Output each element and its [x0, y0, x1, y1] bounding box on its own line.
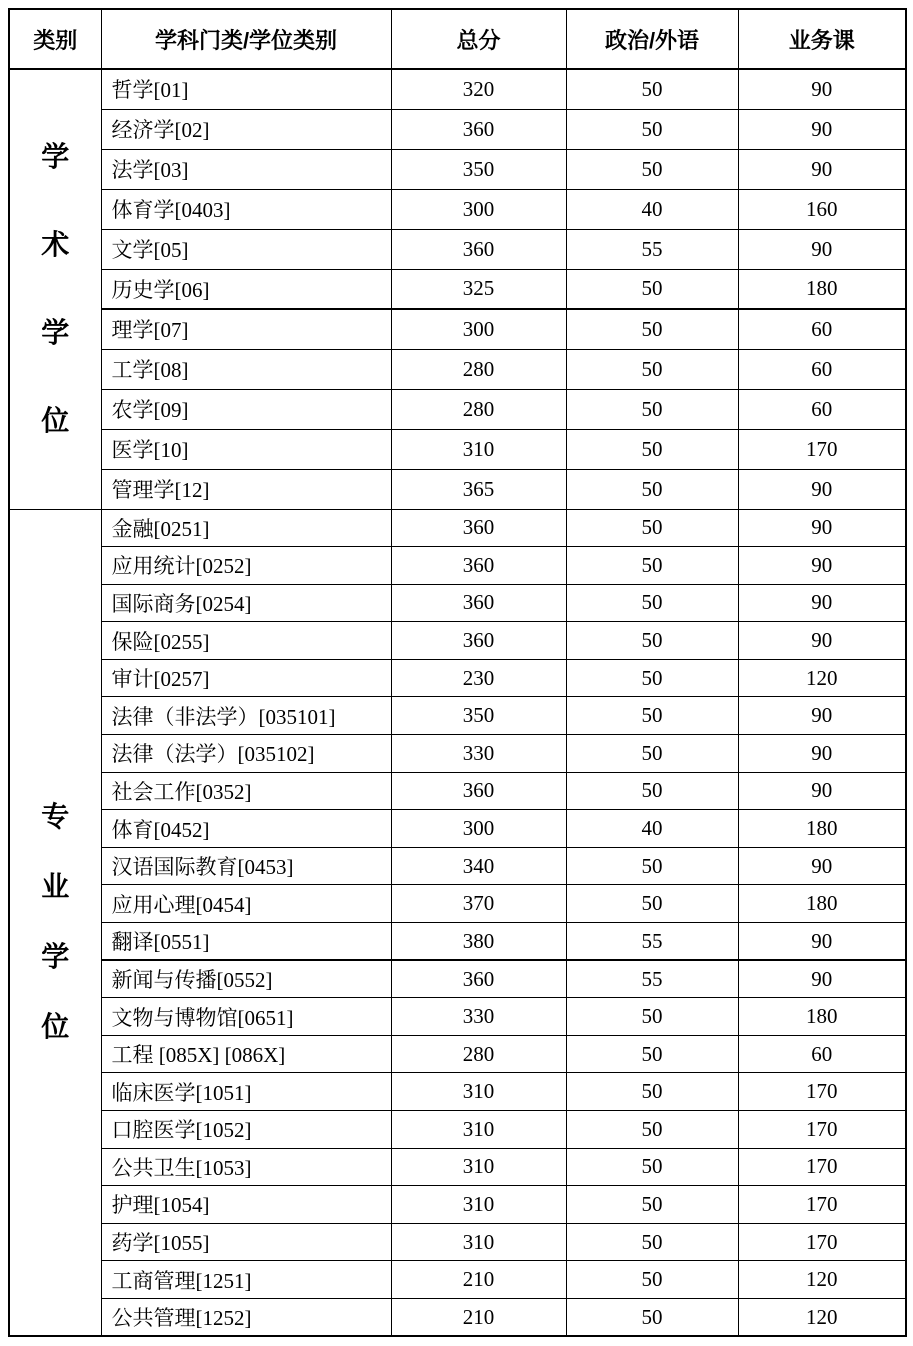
subject-cell: 药学[1055]: [101, 1223, 391, 1261]
professional-course-cell: 90: [738, 69, 906, 109]
professional-course-cell: 170: [738, 1186, 906, 1224]
politics-foreign-cell: 50: [566, 1298, 738, 1336]
politics-foreign-cell: 50: [566, 885, 738, 923]
table-row: [9, 149, 906, 189]
subject-cell: 体育学[0403]: [101, 189, 391, 229]
table-row: [9, 1073, 906, 1111]
subject-cell: 社会工作[0352]: [101, 772, 391, 810]
subject-cell: 经济学[02]: [101, 109, 391, 149]
category-cell: [9, 69, 101, 509]
politics-foreign-cell: 50: [566, 1186, 738, 1224]
total-score-cell: 360: [391, 229, 566, 269]
category-char: 专: [41, 801, 70, 833]
subject-cell: 国际商务[0254]: [101, 584, 391, 622]
table-row: [9, 923, 906, 961]
professional-course-cell: 180: [738, 810, 906, 848]
table-row: [9, 469, 906, 509]
total-score-cell: 300: [391, 309, 566, 349]
politics-foreign-cell: 50: [566, 697, 738, 735]
politics-foreign-cell: 50: [566, 584, 738, 622]
subject-cell: 历史学[06]: [101, 269, 391, 309]
politics-foreign-cell: 50: [566, 349, 738, 389]
table-row: [9, 547, 906, 585]
politics-foreign-cell: 40: [566, 189, 738, 229]
category-label: [10, 803, 101, 1041]
professional-course-cell: 60: [738, 389, 906, 429]
total-score-cell: 325: [391, 269, 566, 309]
professional-course-cell: 60: [738, 1035, 906, 1073]
politics-foreign-cell: 50: [566, 1111, 738, 1149]
table-row: [9, 509, 906, 547]
total-score-cell: 360: [391, 547, 566, 585]
table-row: [9, 735, 906, 773]
score-table-body: [9, 69, 906, 1336]
total-score-cell: 300: [391, 189, 566, 229]
table-row: [9, 389, 906, 429]
table-row: [9, 349, 906, 389]
total-score-cell: 330: [391, 998, 566, 1036]
subject-cell: 法学[03]: [101, 149, 391, 189]
subject-cell: 应用统计[0252]: [101, 547, 391, 585]
politics-foreign-cell: 50: [566, 269, 738, 309]
total-score-cell: 350: [391, 149, 566, 189]
table-row: [9, 584, 906, 622]
total-score-cell: 360: [391, 109, 566, 149]
table-row: [9, 1186, 906, 1224]
politics-foreign-cell: 50: [566, 1261, 738, 1299]
total-score-cell: 360: [391, 622, 566, 660]
table-row: [9, 429, 906, 469]
subject-cell: 口腔医学[1052]: [101, 1111, 391, 1149]
subject-cell: 汉语国际教育[0453]: [101, 847, 391, 885]
politics-foreign-cell: 50: [566, 659, 738, 697]
category-char: 位: [41, 1011, 70, 1043]
table-row: [9, 189, 906, 229]
professional-course-cell: 180: [738, 998, 906, 1036]
table-row: [9, 960, 906, 998]
subject-cell: 保险[0255]: [101, 622, 391, 660]
professional-course-cell: 170: [738, 1148, 906, 1186]
subject-cell: 公共管理[1252]: [101, 1298, 391, 1336]
politics-foreign-cell: 50: [566, 109, 738, 149]
total-score-cell: 360: [391, 772, 566, 810]
total-score-cell: 380: [391, 923, 566, 961]
professional-course-cell: 170: [738, 429, 906, 469]
subject-cell: 审计[0257]: [101, 659, 391, 697]
politics-foreign-cell: 50: [566, 847, 738, 885]
header-total-score: 总分: [391, 9, 566, 69]
table-row: [9, 1298, 906, 1336]
subject-cell: 体育[0452]: [101, 810, 391, 848]
professional-course-cell: 90: [738, 847, 906, 885]
professional-course-cell: 170: [738, 1223, 906, 1261]
category-char: 学: [41, 141, 70, 173]
total-score-cell: 350: [391, 697, 566, 735]
total-score-cell: 280: [391, 389, 566, 429]
politics-foreign-cell: 55: [566, 923, 738, 961]
politics-foreign-cell: 40: [566, 810, 738, 848]
politics-foreign-cell: 50: [566, 1223, 738, 1261]
total-score-cell: 280: [391, 1035, 566, 1073]
professional-course-cell: 90: [738, 469, 906, 509]
subject-cell: 法律（非法学）[035101]: [101, 697, 391, 735]
politics-foreign-cell: 50: [566, 149, 738, 189]
politics-foreign-cell: 50: [566, 1148, 738, 1186]
table-row: [9, 229, 906, 269]
professional-course-cell: 90: [738, 960, 906, 998]
header-subject: 学科门类/学位类别: [101, 9, 391, 69]
politics-foreign-cell: 50: [566, 1035, 738, 1073]
total-score-cell: 310: [391, 1073, 566, 1111]
subject-cell: 法律（法学）[035102]: [101, 735, 391, 773]
total-score-cell: 310: [391, 429, 566, 469]
politics-foreign-cell: 50: [566, 509, 738, 547]
politics-foreign-cell: 50: [566, 69, 738, 109]
subject-cell: 文学[05]: [101, 229, 391, 269]
subject-cell: 工商管理[1251]: [101, 1261, 391, 1299]
professional-course-cell: 170: [738, 1073, 906, 1111]
politics-foreign-cell: 50: [566, 735, 738, 773]
subject-cell: 医学[10]: [101, 429, 391, 469]
subject-cell: 金融[0251]: [101, 509, 391, 547]
professional-course-cell: 60: [738, 309, 906, 349]
header-category: 类别: [9, 9, 101, 69]
subject-cell: 管理学[12]: [101, 469, 391, 509]
category-char: 学: [41, 941, 70, 973]
subject-cell: 文物与博物馆[0651]: [101, 998, 391, 1036]
header-professional-course: 业务课: [738, 9, 906, 69]
professional-course-cell: 90: [738, 509, 906, 547]
total-score-cell: 310: [391, 1223, 566, 1261]
subject-cell: 工程 [085X] [086X]: [101, 1035, 391, 1073]
score-table: [8, 8, 907, 1337]
professional-course-cell: 90: [738, 772, 906, 810]
total-score-cell: 310: [391, 1148, 566, 1186]
table-row: [9, 109, 906, 149]
total-score-cell: 310: [391, 1111, 566, 1149]
total-score-cell: 320: [391, 69, 566, 109]
table-header: [9, 9, 906, 69]
table-row: [9, 659, 906, 697]
professional-course-cell: 180: [738, 269, 906, 309]
header-politics-foreign: 政治/外语: [566, 9, 738, 69]
table-row: [9, 309, 906, 349]
subject-cell: 护理[1054]: [101, 1186, 391, 1224]
subject-cell: 新闻与传播[0552]: [101, 960, 391, 998]
professional-course-cell: 160: [738, 189, 906, 229]
total-score-cell: 310: [391, 1186, 566, 1224]
professional-course-cell: 170: [738, 1111, 906, 1149]
table-row: [9, 69, 906, 109]
politics-foreign-cell: 50: [566, 309, 738, 349]
total-score-cell: 210: [391, 1298, 566, 1336]
subject-cell: 哲学[01]: [101, 69, 391, 109]
professional-course-cell: 90: [738, 735, 906, 773]
total-score-cell: 370: [391, 885, 566, 923]
professional-course-cell: 90: [738, 109, 906, 149]
professional-course-cell: 90: [738, 229, 906, 269]
table-row: [9, 885, 906, 923]
subject-cell: 农学[09]: [101, 389, 391, 429]
table-row: [9, 1261, 906, 1299]
total-score-cell: 360: [391, 584, 566, 622]
professional-course-cell: 60: [738, 349, 906, 389]
category-char: 位: [41, 405, 70, 437]
professional-course-cell: 90: [738, 547, 906, 585]
politics-foreign-cell: 55: [566, 960, 738, 998]
professional-course-cell: 120: [738, 1261, 906, 1299]
subject-cell: 理学[07]: [101, 309, 391, 349]
politics-foreign-cell: 50: [566, 469, 738, 509]
politics-foreign-cell: 50: [566, 772, 738, 810]
table-row: [9, 269, 906, 309]
politics-foreign-cell: 50: [566, 429, 738, 469]
header-row: [9, 9, 906, 69]
total-score-cell: 300: [391, 810, 566, 848]
professional-course-cell: 180: [738, 885, 906, 923]
total-score-cell: 360: [391, 509, 566, 547]
table-row: [9, 847, 906, 885]
total-score-cell: 210: [391, 1261, 566, 1299]
table-row: [9, 772, 906, 810]
table-row: [9, 1035, 906, 1073]
professional-course-cell: 90: [738, 149, 906, 189]
professional-course-cell: 90: [738, 697, 906, 735]
politics-foreign-cell: 50: [566, 998, 738, 1036]
total-score-cell: 330: [391, 735, 566, 773]
category-cell: [9, 509, 101, 1336]
total-score-cell: 360: [391, 960, 566, 998]
table-row: [9, 1111, 906, 1149]
total-score-cell: 280: [391, 349, 566, 389]
professional-course-cell: 90: [738, 923, 906, 961]
category-char: 术: [41, 229, 70, 261]
category-char: 业: [41, 871, 70, 903]
table-row: [9, 998, 906, 1036]
total-score-cell: 340: [391, 847, 566, 885]
table-row: [9, 810, 906, 848]
professional-course-cell: 90: [738, 584, 906, 622]
total-score-cell: 230: [391, 659, 566, 697]
subject-cell: 翻译[0551]: [101, 923, 391, 961]
table-row: [9, 622, 906, 660]
table-row: [9, 697, 906, 735]
subject-cell: 临床医学[1051]: [101, 1073, 391, 1111]
total-score-cell: 365: [391, 469, 566, 509]
politics-foreign-cell: 50: [566, 622, 738, 660]
professional-course-cell: 120: [738, 1298, 906, 1336]
category-label: [10, 143, 101, 435]
category-char: 学: [41, 317, 70, 349]
table-row: [9, 1223, 906, 1261]
politics-foreign-cell: 55: [566, 229, 738, 269]
professional-course-cell: 90: [738, 622, 906, 660]
subject-cell: 工学[08]: [101, 349, 391, 389]
politics-foreign-cell: 50: [566, 389, 738, 429]
table-row: [9, 1148, 906, 1186]
politics-foreign-cell: 50: [566, 1073, 738, 1111]
subject-cell: 应用心理[0454]: [101, 885, 391, 923]
subject-cell: 公共卫生[1053]: [101, 1148, 391, 1186]
professional-course-cell: 120: [738, 659, 906, 697]
politics-foreign-cell: 50: [566, 547, 738, 585]
